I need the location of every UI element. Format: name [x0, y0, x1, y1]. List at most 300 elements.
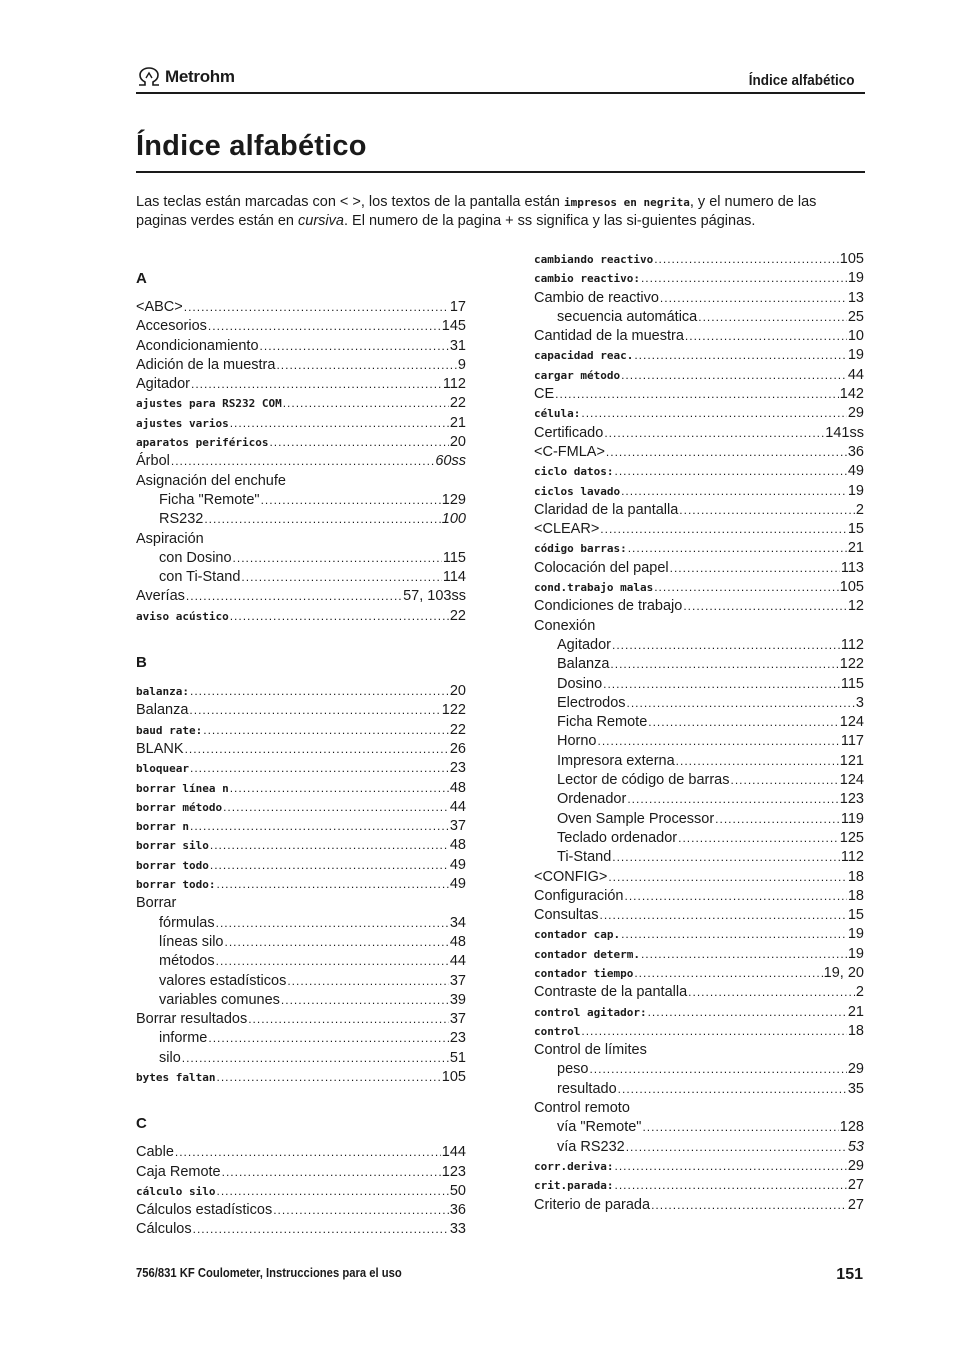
index-entry [136, 1010, 466, 1029]
index-term: Control remoto [534, 1100, 630, 1117]
index-page-ref: 142 [839, 386, 864, 403]
index-page-ref: 60ss [435, 453, 466, 470]
index-term: Teclado ordenador [557, 829, 678, 846]
index-entry [534, 1196, 864, 1215]
index-entry [136, 798, 466, 817]
dot-leader [261, 491, 441, 510]
index-term: Cálculos estadísticos [136, 1202, 273, 1219]
index-entry [534, 925, 864, 944]
index-entry [136, 991, 466, 1010]
dot-leader [654, 250, 839, 269]
dot-leader [648, 713, 839, 732]
dot-leader [216, 875, 448, 894]
index-term: Asignación del enchufe [136, 472, 286, 489]
dot-leader [216, 952, 449, 971]
dot-leader [276, 356, 456, 375]
index-page-ref: 105 [441, 1068, 466, 1085]
index-entry [534, 1138, 864, 1157]
index-column-left [136, 269, 466, 1240]
index-page-ref: 33 [449, 1221, 466, 1238]
index-entry [534, 559, 864, 578]
index-entry [136, 452, 466, 471]
index-entry [534, 675, 864, 694]
dot-leader [581, 1022, 847, 1041]
index-term: Impresora externa [557, 752, 675, 769]
dot-leader [589, 1060, 846, 1079]
dot-leader [190, 682, 449, 701]
index-term: Cálculos [136, 1221, 192, 1238]
index-page-ref: 13 [847, 289, 864, 306]
index-entry [136, 317, 466, 336]
index-term: borrar todo [136, 858, 209, 872]
index-entry [534, 694, 864, 713]
index-entry [136, 836, 466, 855]
index-page-ref: 19 [847, 270, 864, 287]
index-entry [136, 549, 466, 568]
index-entry [136, 568, 466, 587]
index-column-right [534, 250, 864, 1215]
index-entry [534, 868, 864, 887]
dot-leader [216, 914, 449, 933]
index-entry [534, 250, 864, 269]
index-page-ref: 22 [449, 607, 466, 624]
index-term: <C-FMLA> [534, 443, 605, 460]
index-page-ref: 124 [839, 772, 864, 789]
index-page-ref: 119 [840, 810, 864, 827]
index-term: peso [557, 1061, 589, 1078]
brand-name: Metrohm [165, 67, 235, 86]
index-letter-heading: A [136, 270, 147, 287]
index-entry [136, 587, 466, 606]
index-term: Averías [136, 588, 185, 605]
dot-leader [171, 452, 435, 471]
index-entry [136, 1068, 466, 1087]
index-entry [136, 894, 466, 913]
dot-leader [621, 482, 847, 501]
index-entry [534, 539, 864, 558]
index-page-ref: 25 [847, 308, 864, 325]
index-term: Ti-Stand [557, 849, 612, 866]
index-term: contador determ. [534, 947, 640, 961]
index-term: Cable [136, 1144, 174, 1161]
dot-leader [604, 424, 824, 443]
dot-leader [223, 798, 449, 817]
index-entry [534, 1157, 864, 1176]
index-entry [534, 887, 864, 906]
index-page-ref: 39 [449, 991, 466, 1008]
index-page-ref: 112 [442, 376, 466, 393]
index-page-ref: 57, 103ss [403, 588, 466, 605]
index-page-ref: 2 [855, 984, 864, 1001]
index-page-ref: 23 [449, 760, 466, 777]
index-term: balanza: [136, 685, 189, 699]
index-page-ref: 22 [449, 395, 466, 412]
index-entry [136, 414, 466, 433]
dot-leader [230, 779, 449, 798]
index-entry [136, 356, 466, 375]
index-entry [534, 848, 864, 867]
index-term: Configuración [534, 887, 624, 904]
index-term: código barras: [534, 542, 627, 556]
index-term: cargar método [534, 368, 621, 382]
index-entry [534, 1099, 864, 1118]
dot-leader [618, 1080, 847, 1099]
index-entry [136, 1163, 466, 1182]
index-entry [534, 597, 864, 616]
index-entry [534, 366, 864, 385]
index-term: <CONFIG> [534, 868, 608, 885]
dot-leader [208, 317, 441, 336]
dot-leader [688, 983, 855, 1002]
index-term: borrar todo: [136, 878, 216, 892]
dot-leader [233, 549, 442, 568]
index-term: Borrar resultados [136, 1011, 248, 1028]
dot-leader [248, 1010, 449, 1029]
index-term: con Dosino [159, 549, 232, 566]
index-entry [534, 810, 864, 829]
footer-manual-title: 756/831 KF Coulometer, Instrucciones para el uso [136, 1266, 402, 1280]
dot-leader [626, 1138, 847, 1157]
index-term: fórmulas [159, 914, 215, 931]
index-term: resultado [557, 1080, 617, 1097]
index-entry [136, 1049, 466, 1068]
index-term: vía "Remote" [557, 1119, 642, 1136]
index-term: vía RS232 [557, 1138, 625, 1155]
index-term: Claridad de la pantalla [534, 501, 679, 518]
index-page-ref: 145 [441, 318, 466, 335]
index-term: Cambio de reactivo [534, 289, 659, 306]
index-entry [136, 433, 466, 452]
index-page-ref: 22 [449, 721, 466, 738]
dot-leader [648, 1003, 847, 1022]
index-entry [534, 385, 864, 404]
intro-text-2: , y el numero de las paginas verdes están en [136, 194, 817, 229]
index-page-ref: 49 [847, 463, 864, 480]
index-term: cambio reactivo: [534, 272, 640, 286]
index-page-ref: 37 [449, 1011, 466, 1028]
dot-leader [660, 289, 847, 308]
index-term: valores estadísticos [159, 972, 287, 989]
index-page-ref: 117 [840, 733, 864, 750]
index-page-ref: 15 [847, 907, 864, 924]
index-entry [136, 817, 466, 836]
index-term: Certificado [534, 424, 604, 441]
index-page-ref: 18 [847, 887, 864, 904]
index-entry [534, 732, 864, 751]
index-term: crit.parada: [534, 1179, 614, 1193]
index-page-ref: 37 [449, 818, 466, 835]
index-page-ref: 27 [847, 1196, 864, 1213]
index-term: Electrodos [557, 694, 626, 711]
index-page-ref: 44 [449, 798, 466, 815]
dot-leader [634, 346, 847, 365]
index-term: aparatos periféricos [136, 436, 269, 450]
index-term: borrar silo [136, 839, 209, 853]
dot-leader [190, 759, 449, 778]
index-entry [136, 298, 466, 317]
index-term: secuencia automática [557, 308, 698, 325]
index-entry [136, 1143, 466, 1162]
index-term: ciclo datos: [534, 465, 614, 479]
index-page-ref: 18 [847, 868, 864, 885]
index-entry [534, 655, 864, 674]
index-page-ref: 36 [449, 1202, 466, 1219]
index-term: Borrar [136, 895, 177, 912]
index-page-ref: 3 [855, 694, 864, 711]
index-term: Cantidad de la muestra [534, 328, 684, 345]
index-page-ref: 12 [847, 598, 864, 615]
dot-leader [612, 848, 840, 867]
index-term: cálculo silo [136, 1184, 216, 1198]
index-term: CE [534, 386, 555, 403]
index-page-ref: 37 [449, 972, 466, 989]
dot-leader [641, 945, 847, 964]
index-page-ref: 112 [840, 636, 864, 653]
index-term: informe [159, 1030, 208, 1047]
dot-leader [683, 597, 847, 616]
index-page-ref: 122 [839, 656, 864, 673]
index-term: Condiciones de trabajo [534, 598, 683, 615]
index-entry [136, 914, 466, 933]
index-term: aviso acústico [136, 609, 229, 623]
index-page-ref: 29 [847, 1061, 864, 1078]
index-page-ref: 20 [449, 683, 466, 700]
index-entry [534, 578, 864, 597]
dot-leader [210, 856, 449, 875]
index-term: baud rate: [136, 723, 203, 737]
index-term: Dosino [557, 675, 603, 692]
index-entry [136, 510, 466, 529]
index-entry [534, 1003, 864, 1022]
dot-leader [600, 520, 847, 539]
index-page-ref: 31 [449, 337, 466, 354]
index-term: RS232 [159, 511, 204, 528]
index-page-ref: 18 [847, 1022, 864, 1039]
index-entry [136, 972, 466, 991]
dot-leader [555, 385, 839, 404]
index-entry [534, 636, 864, 655]
dot-leader [627, 790, 838, 809]
index-term: líneas silo [159, 933, 224, 950]
intro-paragraph [136, 193, 856, 231]
index-entry [534, 1176, 864, 1195]
index-term: variables comunes [159, 991, 280, 1008]
dot-leader [670, 559, 840, 578]
dot-leader [651, 1196, 847, 1215]
dot-leader [642, 1118, 838, 1137]
page-number: 151 [836, 1266, 863, 1283]
index-entry [136, 740, 466, 759]
index-term: Criterio de parada [534, 1196, 651, 1213]
index-term: control agitador: [534, 1005, 647, 1019]
index-entry [534, 462, 864, 481]
index-term: Ficha Remote [557, 714, 648, 731]
index-entry [534, 269, 864, 288]
index-term: con Ti-Stand [159, 569, 241, 586]
dot-leader [628, 539, 847, 558]
index-page-ref: 141ss [825, 424, 864, 441]
index-page-ref: 19 [847, 482, 864, 499]
index-term: Árbol [136, 453, 170, 470]
dot-leader [614, 462, 846, 481]
page-title: Índice alfabético [136, 130, 367, 162]
index-entry [534, 790, 864, 809]
index-entry [534, 520, 864, 539]
index-page-ref: 19 [847, 347, 864, 364]
index-entry [534, 346, 864, 365]
index-entry [534, 308, 864, 327]
index-term: ajustes para RS232 COM [136, 397, 282, 411]
index-entry [136, 607, 466, 626]
index-entry [534, 752, 864, 771]
index-page-ref: 105 [839, 251, 864, 267]
index-entry [534, 906, 864, 925]
index-term: Agitador [557, 636, 612, 653]
index-page-ref: 21 [847, 540, 864, 557]
index-entry [136, 721, 466, 740]
index-entry [534, 771, 864, 790]
index-entry [534, 327, 864, 346]
dot-leader [216, 1068, 440, 1087]
index-entry [136, 337, 466, 356]
index-page-ref: 9 [457, 356, 466, 373]
index-page-ref: 21 [847, 1003, 864, 1020]
index-page-ref: 48 [449, 837, 466, 854]
index-page-ref: 34 [449, 914, 466, 931]
index-term: corr.deriva: [534, 1159, 614, 1173]
index-term: Adición de la muestra [136, 356, 276, 373]
index-page-ref: 125 [839, 829, 864, 846]
dot-leader [222, 1163, 441, 1182]
index-entry [136, 472, 466, 491]
index-term: Agitador [136, 376, 191, 393]
index-term: BLANK [136, 740, 184, 757]
index-page-ref: 128 [839, 1119, 864, 1136]
index-entry [136, 856, 466, 875]
dot-leader [685, 327, 847, 346]
index-entry [136, 759, 466, 778]
index-entry [136, 933, 466, 952]
index-entry [136, 1182, 466, 1201]
index-page-ref: 26 [449, 740, 466, 757]
index-term: borrar n [136, 820, 189, 834]
dot-leader [676, 752, 839, 771]
index-letter-heading: B [136, 654, 147, 672]
index-entry [136, 779, 466, 798]
index-page-ref: 114 [442, 569, 466, 586]
index-page-ref: 27 [847, 1177, 864, 1194]
dot-leader [621, 925, 847, 944]
index-page-ref: 49 [449, 876, 466, 893]
section-spacer [136, 1087, 466, 1114]
dot-leader [273, 1201, 449, 1220]
dot-leader [182, 1049, 449, 1068]
metrohm-logo-icon [136, 66, 162, 88]
index-entry [136, 530, 466, 549]
index-page-ref: 113 [840, 559, 864, 576]
index-term: ciclos lavado [534, 484, 621, 498]
dot-leader [634, 964, 822, 983]
intro-text-3: . El numero de la pagina + ss significa y las si-guientes páginas. [343, 213, 756, 229]
index-entry [136, 701, 466, 720]
dot-leader [598, 732, 840, 751]
index-entry [534, 964, 864, 983]
index-page-ref: 36 [847, 443, 864, 460]
index-term: Contraste de la pantalla [534, 984, 688, 1001]
dot-leader [230, 414, 449, 433]
index-term: Accesorios [136, 318, 207, 335]
index-term: <CLEAR> [534, 521, 600, 538]
brand-logo [136, 66, 235, 88]
dot-leader [241, 568, 441, 587]
index-page-ref: 51 [449, 1049, 466, 1066]
index-page-ref: 115 [442, 549, 466, 566]
intro-text-1: Las teclas están marcadas con < >, los textos de la pantalla están [136, 194, 565, 210]
index-term: <ABC> [136, 299, 183, 315]
dot-leader [698, 308, 847, 327]
index-term: silo [159, 1049, 181, 1066]
index-page-ref: 50 [449, 1182, 466, 1199]
dot-leader [627, 694, 855, 713]
intro-mono-text: impresos en negrita [564, 196, 690, 209]
index-page-ref: 29 [847, 1157, 864, 1174]
dot-leader [216, 1182, 448, 1201]
dot-leader [612, 636, 840, 655]
index-term: Acondicionamiento [136, 337, 259, 354]
index-entry [534, 1022, 864, 1041]
index-entry [136, 1201, 466, 1220]
index-page-ref: 19 [847, 926, 864, 943]
index-entry [534, 829, 864, 848]
index-page-ref: 10 [847, 328, 864, 345]
index-term: control [534, 1024, 581, 1038]
dot-leader [614, 1176, 846, 1195]
dot-leader [606, 443, 847, 462]
dot-leader [678, 829, 839, 848]
index-term: Balanza [557, 656, 610, 673]
dot-leader [269, 433, 448, 452]
index-entry [534, 424, 864, 443]
index-entry [534, 945, 864, 964]
index-term: ajustes varios [136, 416, 229, 430]
dot-leader [614, 1157, 846, 1176]
dot-leader [190, 817, 449, 836]
index-entry [534, 289, 864, 308]
dot-leader [224, 933, 448, 952]
dot-leader [599, 906, 846, 925]
dot-leader [210, 836, 449, 855]
index-letter-heading: C [136, 1115, 147, 1133]
index-term: Ficha "Remote" [159, 491, 260, 508]
index-page-ref: 123 [441, 1163, 466, 1180]
index-term: Caja Remote [136, 1163, 221, 1180]
index-term: bloquear [136, 762, 189, 776]
index-term: contador cap. [534, 928, 621, 942]
dot-leader [608, 868, 847, 887]
index-entry [534, 1060, 864, 1079]
index-entry [534, 501, 864, 520]
index-entry [534, 1080, 864, 1099]
index-page-ref: 23 [449, 1030, 466, 1047]
dot-leader [603, 675, 840, 694]
index-entry [534, 443, 864, 462]
dot-leader [185, 740, 449, 759]
index-entry [136, 1220, 466, 1239]
dot-leader [208, 1029, 449, 1048]
index-page-ref: 115 [840, 675, 864, 692]
index-entry [136, 952, 466, 971]
dot-leader [230, 607, 449, 626]
